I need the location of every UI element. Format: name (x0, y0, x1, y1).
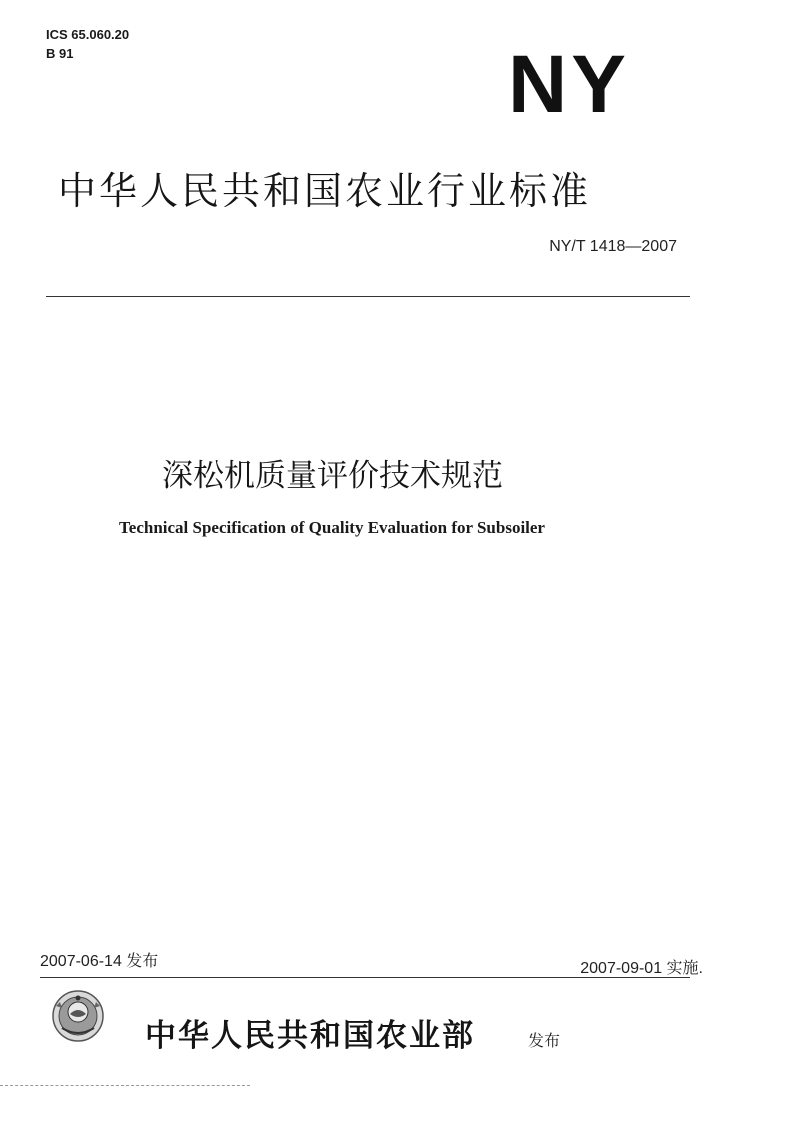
ny-logo: NY (508, 39, 630, 130)
effective-date: 2007-09-01 实施. (580, 960, 703, 977)
ics-code: ICS 65.060.20 (46, 27, 130, 42)
issuer-name: 中华人民共和国农业部 (145, 1018, 475, 1054)
issue-label: 发布 (528, 1031, 561, 1050)
publish-date: 2007-06-14 发布 (40, 953, 159, 970)
document-title-en: Technical Specification of Quality Evaluation for Subsoiler (119, 518, 545, 537)
document-title-zh: 深松机质量评价技术规范 (162, 458, 503, 494)
ccs-code: B 91 (46, 46, 74, 61)
header-divider (46, 296, 690, 297)
scan-artifact-line (0, 1085, 250, 1086)
standard-title: 中华人民共和国农业行业标准 (58, 169, 592, 213)
standard-number: NY/T 1418—2007 (549, 238, 677, 255)
footer-divider (40, 977, 690, 978)
national-emblem-icon (48, 988, 108, 1044)
